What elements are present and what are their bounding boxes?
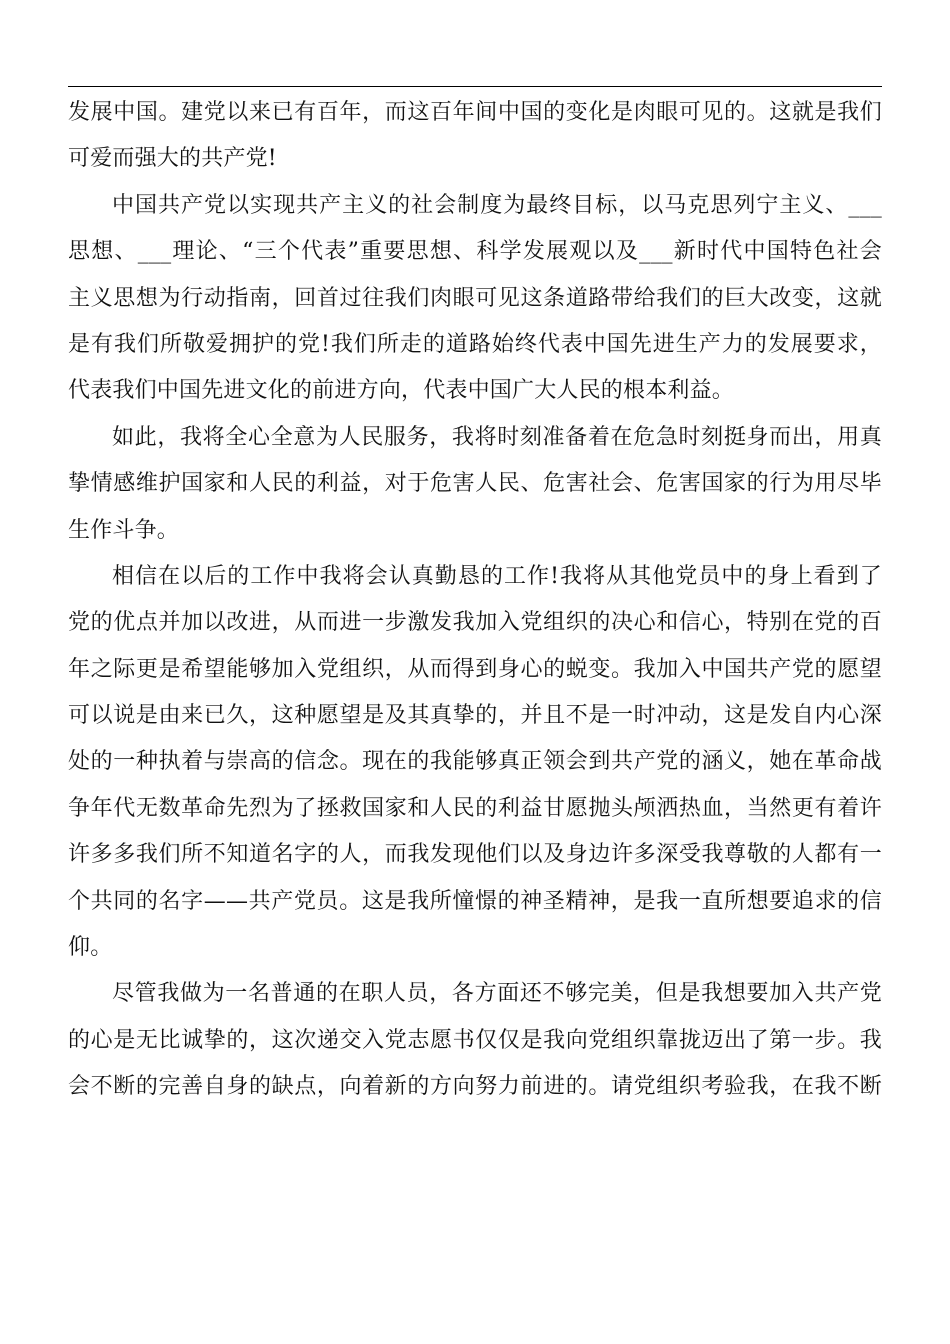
text-line: 相信在以后的工作中我将会认真勤恳的工作!我将从其他党员中的身上看到了 xyxy=(112,563,882,589)
text-line: 仰。 xyxy=(68,935,113,961)
body-text xyxy=(68,90,882,1111)
text-line: 可爱而强大的共产党! xyxy=(68,146,277,172)
text-line: 尽管我做为一名普通的在职人员，各方面还不够完美，但是我想要加入共产党 xyxy=(112,981,882,1007)
text-line: 代表我们中国先进文化的前进方向，代表中国广大人民的根本利益。 xyxy=(68,378,735,404)
text-line: 如此，我将全心全意为人民服务，我将时刻准备着在危急时刻挺身而出，用真 xyxy=(112,424,882,450)
text-line: 是有我们所敬爱拥护的党!我们所走的道路始终代表中国先进生产力的发展要求， xyxy=(68,331,882,357)
text-line: 主义思想为行动指南，回首过往我们肉眼可见这条道路带给我们的巨大改变，这就 xyxy=(68,285,882,311)
text-line: 挚情感维护国家和人民的利益，对于危害人民、危害社会、危害国家的行为用尽毕 xyxy=(68,471,882,497)
paragraph xyxy=(68,183,882,415)
text-line: 许多多我们所不知道名字的人，而我发现他们以及身边许多深受我尊敬的人都有一 xyxy=(68,842,882,868)
text-line: 年之际更是希望能够加入党组织，从而得到身心的蜕变。我加入中国共产党的愿望 xyxy=(68,656,882,682)
text-line: 争年代无数革命先烈为了拯救国家和人民的利益甘愿抛头颅洒热血，当然更有着许 xyxy=(68,795,882,821)
text-line: 的心是无比诚挚的，这次递交入党志愿书仅仅是我向党组织靠拢迈出了第一步。我 xyxy=(68,1027,882,1053)
text-line: 会不断的完善自身的缺点，向着新的方向努力前进的。请党组织考验我，在我不断 xyxy=(68,1074,882,1100)
header-rule xyxy=(68,86,882,87)
text-line: 思想、___理论、“三个代表”重要思想、科学发展观以及___新时代中国特色社会 xyxy=(68,239,882,265)
text-line: 个共同的名字——共产党员。这是我所憧憬的神圣精神，是我一直所想要追求的信 xyxy=(68,888,882,914)
paragraph xyxy=(68,415,882,554)
text-line: 党的优点并加以改进，从而进一步激发我加入党组织的决心和信心，特别在党的百 xyxy=(68,610,882,636)
paragraph xyxy=(68,90,882,183)
text-line: 生作斗争。 xyxy=(68,517,180,543)
paragraph xyxy=(68,554,882,972)
text-line: 处的一种执着与崇高的信念。现在的我能够真正领会到共产党的涵义，她在革命战 xyxy=(68,749,882,775)
paragraph xyxy=(68,971,882,1110)
text-line: 发展中国。建党以来已有百年，而这百年间中国的变化是肉眼可见的。这就是我们 xyxy=(68,100,882,125)
text-line: 中国共产党以实现共产主义的社会制度为最终目标，以马克思列宁主义、___ xyxy=(112,192,882,218)
text-line: 可以说是由来已久，这种愿望是及其真挚的，并且不是一时冲动，这是发自内心深 xyxy=(68,703,882,729)
